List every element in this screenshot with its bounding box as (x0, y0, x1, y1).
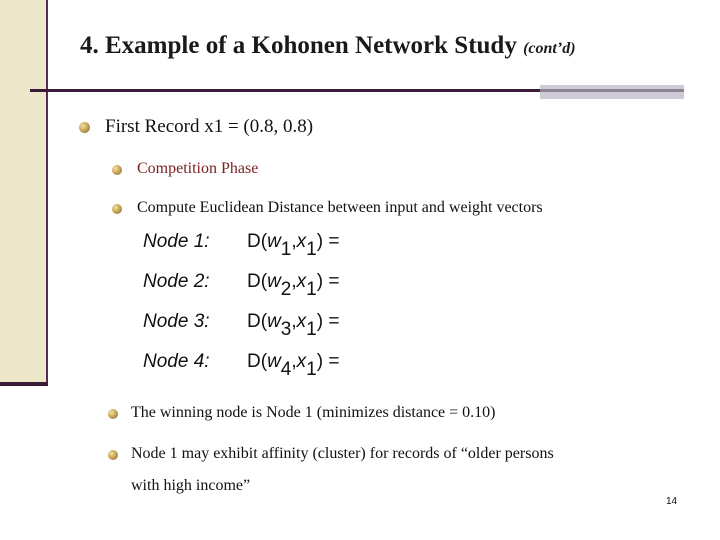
slide-title-main: 4. Example of a Kohonen Network Study (80, 32, 517, 59)
bullet-icon (108, 409, 118, 419)
bullet-affinity-line2: with high income” (131, 477, 251, 494)
bullet-first-record: First Record x1 = (0.8, 0.8) (105, 116, 314, 137)
title-rule-accent-line (540, 89, 684, 92)
distance-formula: $D(w_3,x_1)$ = (247, 311, 340, 340)
side-divider (46, 0, 48, 386)
distance-formula: $D(w_4,x_1)$ = (247, 351, 340, 380)
bullet-icon (112, 204, 122, 214)
distance-formula: $D(w_1,x_1)$ = (247, 231, 340, 260)
bullet-icon (112, 165, 122, 175)
node-label: Node 1: (143, 231, 210, 252)
node-label: Node 2: (143, 271, 210, 292)
bullet-icon (108, 450, 118, 460)
node-label: Node 3: (143, 311, 210, 332)
bullet-affinity-line1: Node 1 may exhibit affinity (cluster) for records of “older persons (131, 445, 554, 462)
bullet-winning-node: The winning node is Node 1 (minimizes distance = 0.10) (131, 404, 496, 421)
node-label: Node 4: (143, 351, 210, 372)
slide-title-suffix: (cont’d) (523, 40, 576, 57)
bullet-icon (79, 122, 90, 133)
bullet-competition-phase: Competition Phase (137, 160, 259, 177)
distance-formula: $D(w_2,x_1)$ = (247, 271, 340, 300)
title-rule-accent (540, 85, 684, 99)
page-number: 14 (666, 496, 678, 507)
bullet-compute-distance: Compute Euclidean Distance between input and weight vectors (137, 199, 543, 216)
side-panel (0, 0, 46, 382)
slide-title (80, 32, 576, 60)
side-foot-bar (0, 382, 48, 386)
title-rule (30, 89, 540, 92)
